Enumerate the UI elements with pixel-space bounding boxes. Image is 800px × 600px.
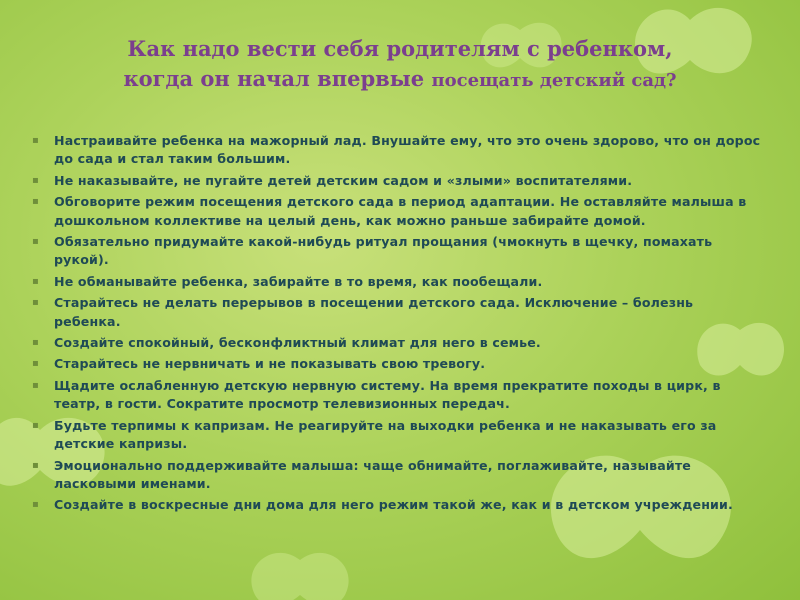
list-item: ▪ Будьте терпимы к капризам. Не реагируйте на выходки ребенка и не наказывать его за детские капризы. [32, 417, 762, 454]
list-item: ▪ Старайтесь не нервничать и не показывать свою тревогу. [32, 355, 762, 373]
list-item: ▪ Создайте спокойный, бесконфликтный климат для него в семье. [32, 334, 762, 352]
list-item: ▪ Эмоционально поддерживайте малыша: чаще обнимайте, поглаживайте, называйте ласковыми именами. [32, 457, 762, 494]
list-item: ▪ Не наказывайте, не пугайте детей детским садом и «злыми» воспитателями. [32, 172, 762, 190]
title-line-2-part-a: когда он начал впервые [123, 66, 432, 91]
list-item: ▪ Обязательно придумайте какой-нибудь ритуал прощания (чмокнуть в щечку, помахать рукой). [32, 233, 762, 270]
advice-list [32, 132, 762, 518]
list-item: ▪ Создайте в воскресные дни дома для него режим такой же, как и в детском учреждении. [32, 496, 762, 514]
list-item: ▪ Щадите ослабленную детскую нервную систему. На время прекратите походы в цирк, в театр, в гости. Сократите просмотр телевизионных передач. [32, 377, 762, 414]
list-item: ▪ Не обманывайте ребенка, забирайте в то время, как пообещали. [32, 273, 762, 291]
page-title [60, 34, 740, 96]
list-item: ▪ Настраивайте ребенка на мажорный лад. Внушайте ему, что это очень здорово, что он дорос до сада и стал таким большим. [32, 132, 762, 169]
list-item: ▪ Обговорите режим посещения детского сада в период адаптации. Не оставляйте малыша в дошкольном коллективе на целый день, как можно раньше забирайте домой. [32, 193, 762, 230]
title-line-1: Как надо вести себя родителям с ребенком, [127, 36, 673, 61]
title-line-2 [60, 64, 740, 96]
title-line-2-part-b: посещать детский сад? [431, 70, 677, 91]
list-item: ▪ Старайтесь не делать перерывов в посещении детского сада. Исключение – болезнь ребенка. [32, 294, 762, 331]
